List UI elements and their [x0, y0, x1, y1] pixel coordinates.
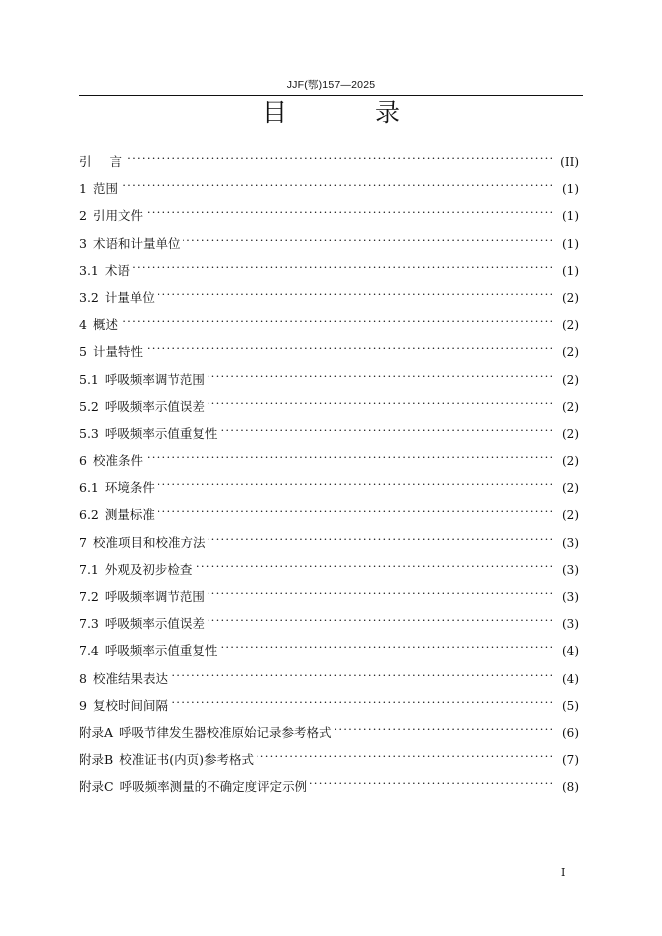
toc-dot-leader	[158, 470, 552, 492]
toc-entry-number: 5.1	[79, 371, 99, 387]
toc-entry[interactable]	[79, 198, 579, 225]
toc-dot-leader	[220, 633, 552, 655]
toc-entry-title: 术语	[104, 262, 130, 278]
toc-entry-page: (1)	[562, 236, 579, 251]
toc-entry[interactable]	[79, 579, 579, 606]
toc-entry-title: 外观及初步检查	[104, 561, 193, 577]
toc-entry-page: (2)	[562, 508, 579, 523]
toc-entry-title: 校准项目和校准方法	[92, 534, 206, 550]
toc-entry-number: 7.1	[79, 561, 99, 577]
toc-entry-page: (2)	[562, 318, 579, 333]
toc-entry-number: 2	[79, 208, 87, 224]
toc-entry-page: (2)	[562, 426, 579, 441]
toc-entry-number: 5.3	[79, 425, 99, 441]
toc-entry-number: 9	[79, 697, 87, 713]
toc-entry-page: (2)	[562, 345, 579, 360]
toc-entry-number: 6.2	[79, 507, 99, 523]
toc-entry-title: 呼吸频率示值重复性	[104, 643, 218, 659]
toc-entry-number: 附录C	[79, 779, 114, 795]
toc-entry-title: 术语和计量单位	[92, 235, 181, 251]
toc-dot-leader	[121, 307, 552, 329]
toc-entry-page: (3)	[562, 590, 579, 604]
toc-entry-number: 5.2	[79, 398, 99, 414]
toc-entry-page: (3)	[562, 535, 579, 550]
toc-dot-leader	[208, 579, 552, 601]
toc-entry-title: 呼吸频率示值误差	[104, 398, 205, 414]
toc-dot-leader	[125, 144, 552, 166]
toc-dot-leader	[208, 606, 552, 628]
toc-entry[interactable]	[79, 443, 579, 470]
toc-entry-number: 3.2	[79, 289, 99, 305]
toc-entry[interactable]	[79, 497, 579, 524]
toc-entry-number: 附录B	[79, 752, 114, 768]
toc-entry[interactable]	[79, 606, 579, 633]
toc-entry-page: (1)	[562, 209, 579, 224]
toc-entry[interactable]	[79, 769, 579, 796]
table-of-contents	[79, 144, 579, 797]
toc-entry[interactable]	[79, 552, 579, 579]
toc-entry-title: 校准证书(内页)参考格式	[119, 752, 254, 768]
toc-entry-page: (2)	[562, 290, 579, 305]
toc-dot-leader	[208, 389, 552, 411]
toc-entry-number: 3.1	[79, 262, 99, 278]
toc-entry-number: 附录A	[79, 724, 114, 740]
toc-dot-leader	[220, 416, 552, 438]
toc-entry-page: (2)	[562, 481, 579, 496]
toc-entry[interactable]	[79, 688, 579, 715]
toc-dot-leader	[133, 253, 552, 275]
toc-entry-number: 1	[79, 181, 87, 197]
toc-entry-title: 测量标准	[104, 507, 155, 523]
toc-dot-leader	[310, 769, 552, 791]
page-title: 目 录	[262, 98, 440, 127]
toc-dot-leader	[208, 525, 552, 547]
toc-entry-title: 言	[109, 154, 123, 169]
toc-entry-number: 7.2	[79, 589, 99, 604]
toc-entry-title: 呼吸频率调节范围	[104, 589, 205, 604]
toc-entry-page: (5)	[562, 698, 579, 713]
toc-dot-leader	[195, 552, 552, 574]
toc-dot-leader	[158, 280, 552, 302]
toc-entry-title: 呼吸频率调节范围	[104, 371, 205, 387]
toc-entry-page: (2)	[562, 399, 579, 414]
toc-entry[interactable]	[79, 307, 579, 334]
toc-entry-number: 5	[79, 344, 87, 360]
toc-dot-leader	[171, 688, 552, 710]
toc-entry[interactable]	[79, 362, 579, 389]
toc-entry-page: (4)	[562, 671, 579, 686]
toc-entry-title: 校准条件	[92, 453, 143, 469]
toc-dot-leader	[146, 334, 552, 356]
toc-entry-number: 6.1	[79, 480, 99, 496]
toc-entry-page: (2)	[562, 454, 579, 469]
toc-entry-page: (6)	[562, 725, 579, 740]
toc-entry[interactable]	[79, 742, 579, 769]
toc-entry-page: (1)	[562, 182, 579, 197]
toc-entry-page: (4)	[562, 644, 579, 659]
page-number: I	[561, 866, 566, 879]
toc-entry[interactable]	[79, 633, 579, 660]
toc-dot-leader	[183, 226, 552, 248]
toc-entry-title: 校准结果表达	[92, 670, 168, 686]
toc-dot-leader	[121, 171, 552, 193]
toc-entry[interactable]	[79, 389, 579, 416]
toc-dot-leader	[257, 742, 552, 764]
toc-entry-title: 呼吸频率示值误差	[104, 616, 205, 632]
toc-entry[interactable]	[79, 280, 579, 307]
toc-entry-title: 呼吸频率测量的不确定度评定示例	[119, 779, 308, 795]
toc-entry[interactable]	[79, 253, 579, 280]
toc-entry[interactable]	[79, 144, 579, 171]
toc-entry-title: 复校时间间隔	[92, 697, 168, 713]
toc-entry-page: (3)	[562, 617, 579, 632]
toc-entry-number: 8	[79, 670, 87, 686]
toc-entry-title: 呼吸节律发生器校准原始记录参考格式	[119, 724, 332, 740]
toc-entry-title: 计量单位	[104, 289, 155, 305]
toc-dot-leader	[171, 661, 552, 683]
toc-entry-title: 范围	[92, 181, 118, 197]
toc-entry-number: 7.4	[79, 643, 99, 659]
toc-dot-leader	[146, 443, 552, 465]
toc-entry-number: 引	[79, 154, 92, 169]
toc-entry[interactable]	[79, 525, 579, 552]
toc-entry-number: 6	[79, 453, 87, 469]
toc-entry-page: (1)	[562, 263, 579, 278]
toc-entry[interactable]	[79, 470, 579, 497]
toc-entry-number: 7	[79, 534, 87, 550]
toc-entry-title: 呼吸频率示值重复性	[104, 425, 218, 441]
toc-entry-title: 概述	[92, 317, 118, 333]
toc-entry-title: 引用文件	[92, 208, 143, 224]
toc-dot-leader	[208, 362, 552, 384]
toc-entry-page: (II)	[560, 155, 579, 169]
document-code-header: JJF(鄂)157—2025	[286, 79, 376, 91]
toc-dot-leader	[146, 198, 552, 220]
toc-entry-number: 7.3	[79, 616, 99, 632]
toc-entry[interactable]	[79, 334, 579, 361]
toc-entry-page: (7)	[562, 753, 579, 768]
toc-entry-title: 环境条件	[104, 480, 155, 496]
toc-entry[interactable]	[79, 715, 579, 742]
toc-dot-leader	[158, 497, 552, 519]
toc-entry[interactable]	[79, 226, 579, 253]
toc-entry-page: (8)	[562, 780, 579, 795]
toc-entry-title: 计量特性	[92, 344, 143, 360]
toc-entry[interactable]	[79, 171, 579, 198]
toc-entry[interactable]	[79, 661, 579, 688]
toc-entry-number: 4	[79, 317, 87, 333]
toc-entry-page: (3)	[562, 562, 579, 577]
toc-entry-number: 3	[79, 235, 87, 251]
toc-entry[interactable]	[79, 416, 579, 443]
toc-entry-page: (2)	[562, 372, 579, 387]
toc-dot-leader	[335, 715, 552, 737]
